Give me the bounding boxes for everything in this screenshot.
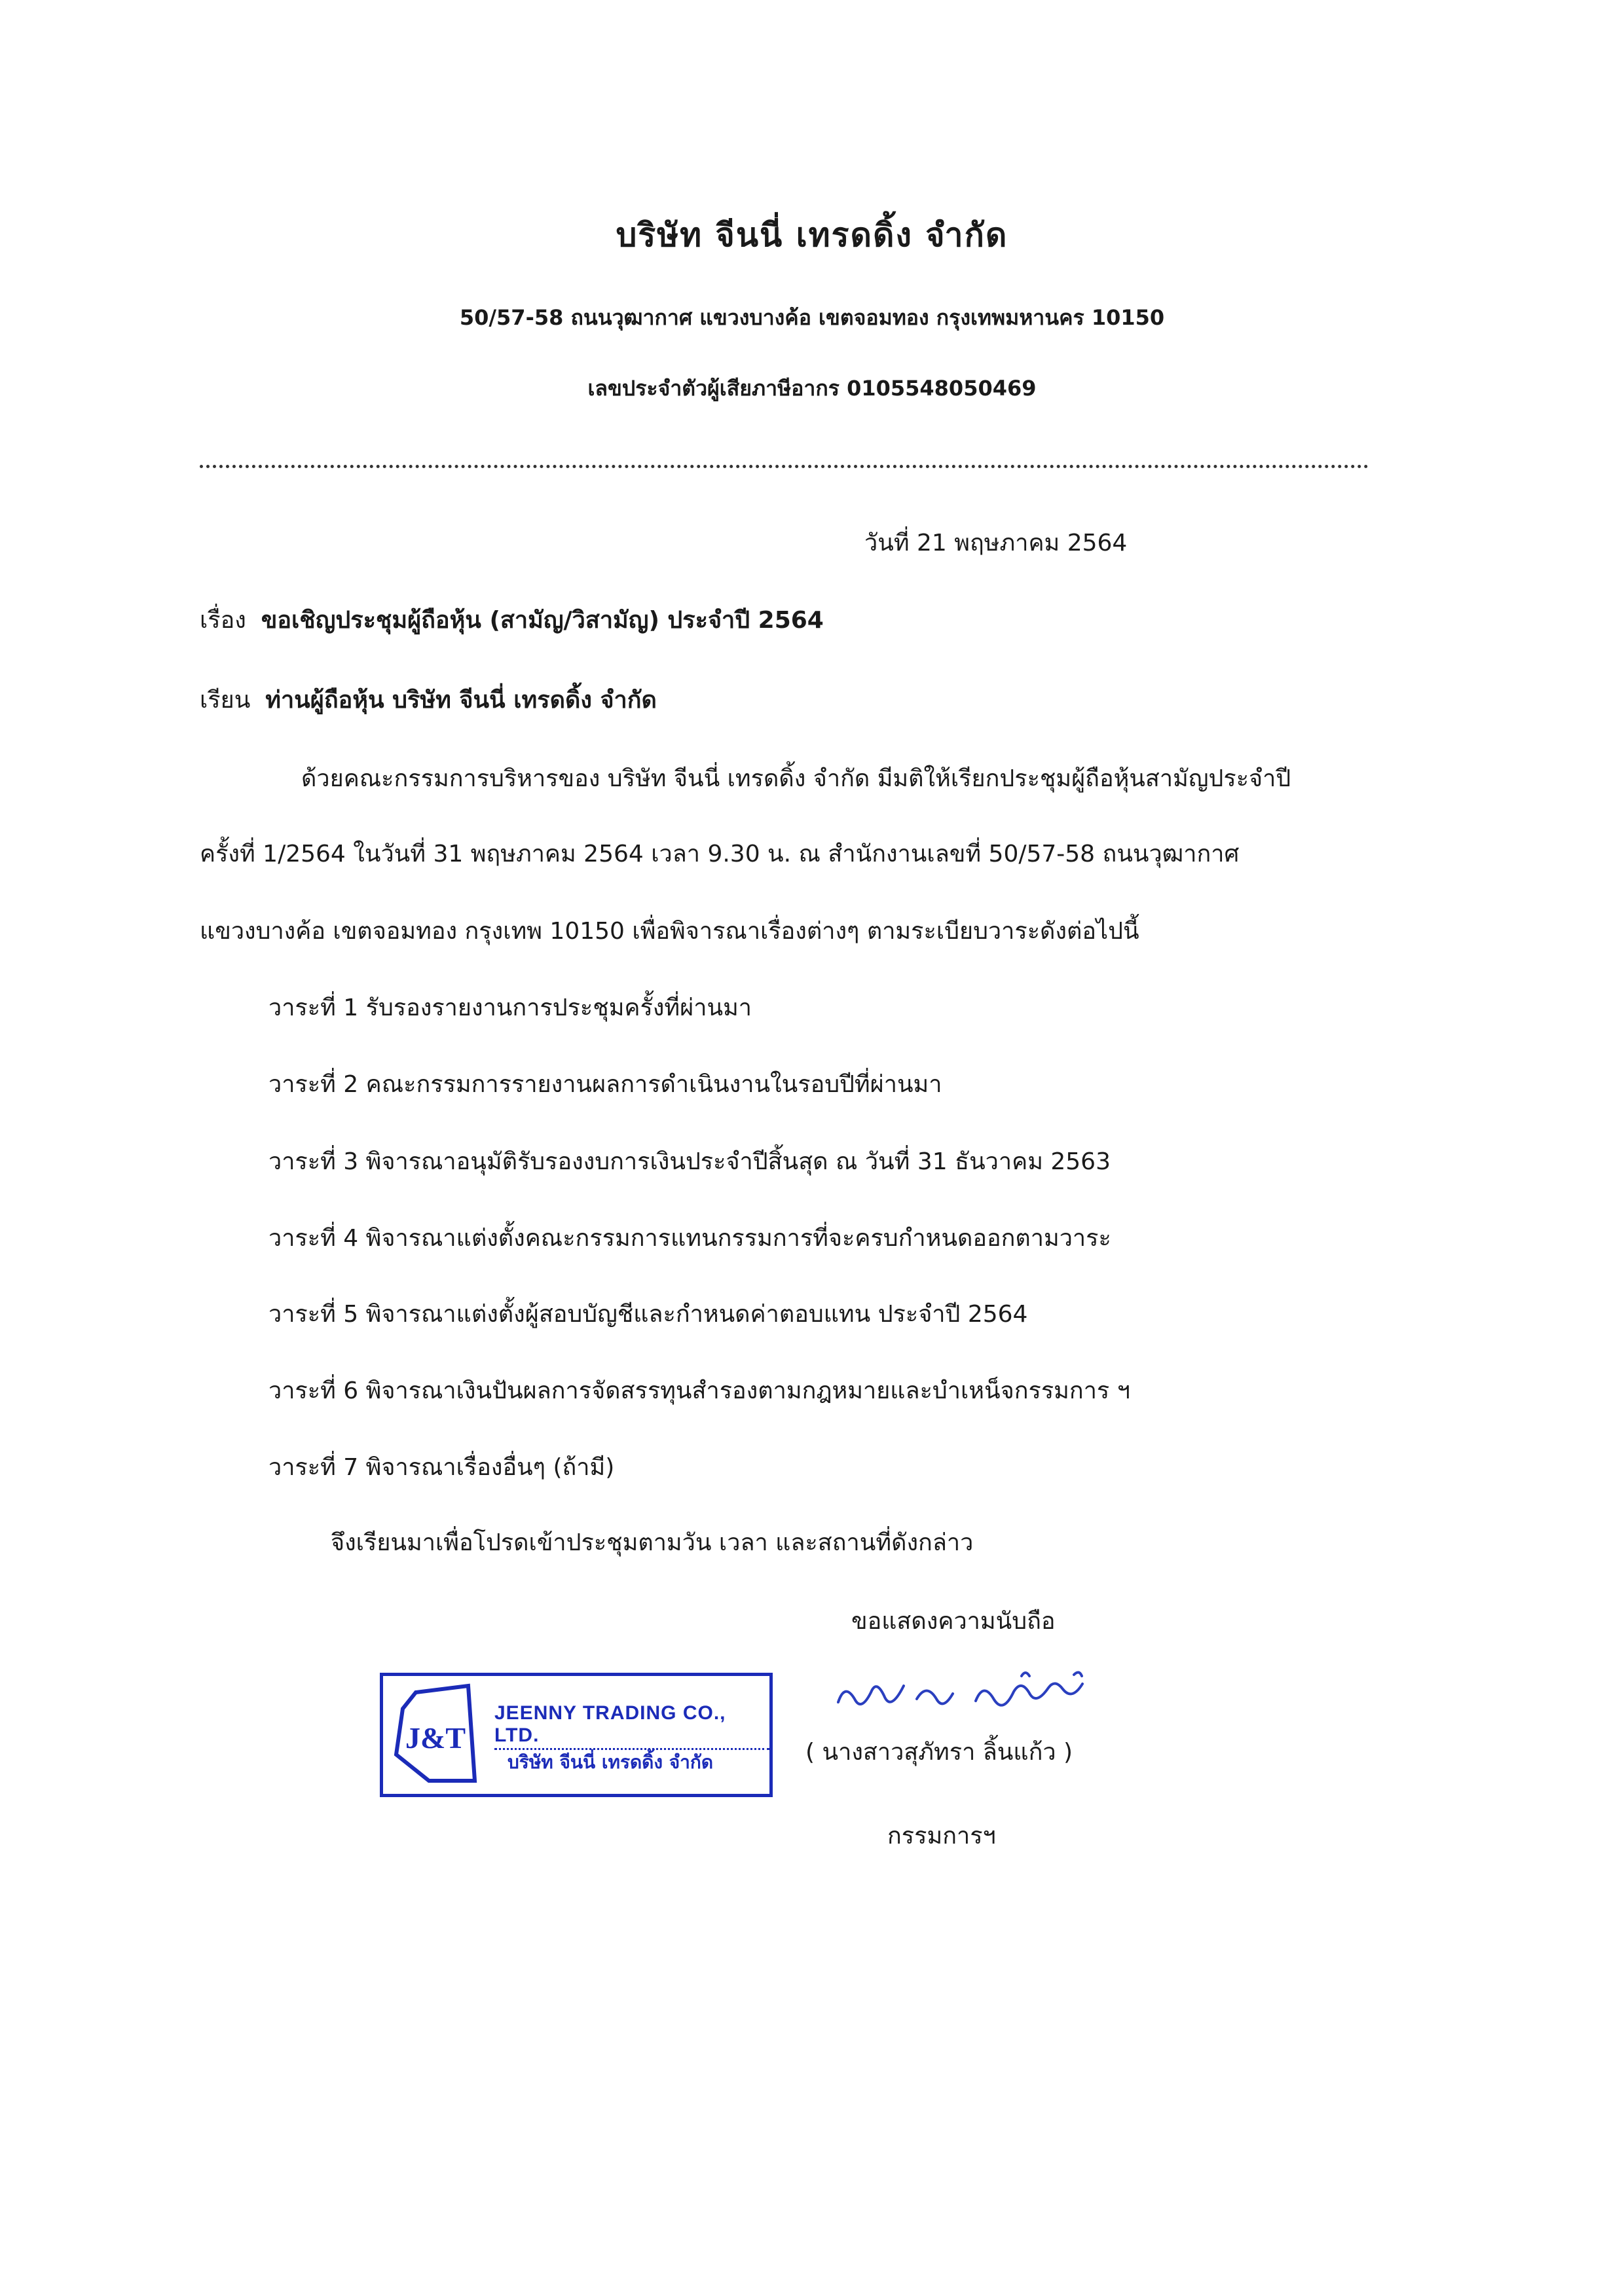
company-name: บริษัท จีนนี่ เทรดดิ้ง จำกัด [616, 216, 1008, 254]
signer-position: กรรมการฯ [887, 1823, 996, 1850]
agenda-item-7: วาระที่ 7 พิจารณาเรื่องอื่นๆ (ถ้ามี) [268, 1454, 615, 1481]
body-paragraph-line: ด้วยคณะกรรมการบริหารของ บริษัท จีนนี่ เทรดดิ้ง จำกัด มีมติให้เรียกประชุมผู้ถือหุ้นสามัญประจำปี [301, 765, 1291, 792]
body-paragraph-line: แขวงบางค้อ เขตจอมทอง กรุงเทพ 10150 เพื่อพิจารณาเรื่องต่างๆ ตามระเบียบวาระดังต่อไปนี้ [200, 918, 1139, 945]
subject-text: ขอเชิญประชุมผู้ถือหุ้น (สามัญ/วิสามัญ) ประจำปี 2564 [261, 607, 824, 634]
stamp-company-en: JEENNY TRADING CO., LTD. [494, 1702, 769, 1750]
agenda-item-3: วาระที่ 3 พิจารณาอนุมัติรับรองงบการเงินประจำปีสิ้นสุด ณ วันที่ 31 ธันวาคม 2563 [268, 1148, 1111, 1175]
logo-text: J&T [405, 1721, 466, 1755]
body-paragraph-line: ครั้งที่ 1/2564 ในวันที่ 31 พฤษภาคม 2564 เวลา 9.30 น. ณ สำนักงานเลขที่ 50/57-58 ถนนวุฒากาศ [200, 841, 1240, 867]
recipient-label: เรียน [200, 687, 251, 714]
agenda-item-1: วาระที่ 1 รับรองรายงานการประชุมครั้งที่ผ่านมา [268, 994, 752, 1021]
subject-label: เรื่อง [200, 607, 246, 634]
agenda-item-6: วาระที่ 6 พิจารณาเงินปันผลการจัดสรรทุนสำรองตามกฎหมายและบำเหน็จกรรมการ ฯ [268, 1377, 1130, 1404]
signer-name: ( นางสาวสุภัทรา ลิ้นแก้ว ) [805, 1739, 1073, 1766]
recipient-line [200, 681, 657, 718]
company-tax-id: เลขประจำตัวผู้เสียภาษีอากร 0105548050469 [587, 376, 1037, 401]
company-logo-icon [390, 1683, 481, 1787]
handwritten-signature [825, 1663, 1126, 1735]
company-stamp [380, 1673, 773, 1797]
agenda-item-2: วาระที่ 2 คณะกรรมการรายงานผลการดำเนินงานในรอบปีที่ผ่านมา [268, 1071, 942, 1098]
closing-statement: จึงเรียนมาเพื่อโปรดเข้าประชุมตามวัน เวลา และสถานที่ดังกล่าว [331, 1529, 974, 1556]
recipient-text: ท่านผู้ถือหุ้น บริษัท จีนนี่ เทรดดิ้ง จำกัด [265, 687, 657, 714]
company-address: 50/57-58 ถนนวุฒากาศ แขวงบางค้อ เขตจอมทอง กรุงเทพมหานคร 10150 [459, 305, 1165, 330]
header-divider [200, 465, 1369, 468]
stamp-company-th: บริษัท จีนนี่ เทรดดิ้ง จำกัด [507, 1751, 714, 1773]
agenda-item-5: วาระที่ 5 พิจารณาแต่งตั้งผู้สอบบัญชีและกำหนดค่าตอบแทน ประจำปี 2564 [268, 1301, 1028, 1328]
subject-line [200, 601, 824, 638]
agenda-item-4: วาระที่ 4 พิจารณาแต่งตั้งคณะกรรมการแทนกรรมการที่จะครบกำหนดออกตามวาระ [268, 1225, 1111, 1252]
letter-date: วันที่ 21 พฤษภาคม 2564 [864, 530, 1128, 556]
regards-text: ขอแสดงความนับถือ [851, 1608, 1056, 1635]
